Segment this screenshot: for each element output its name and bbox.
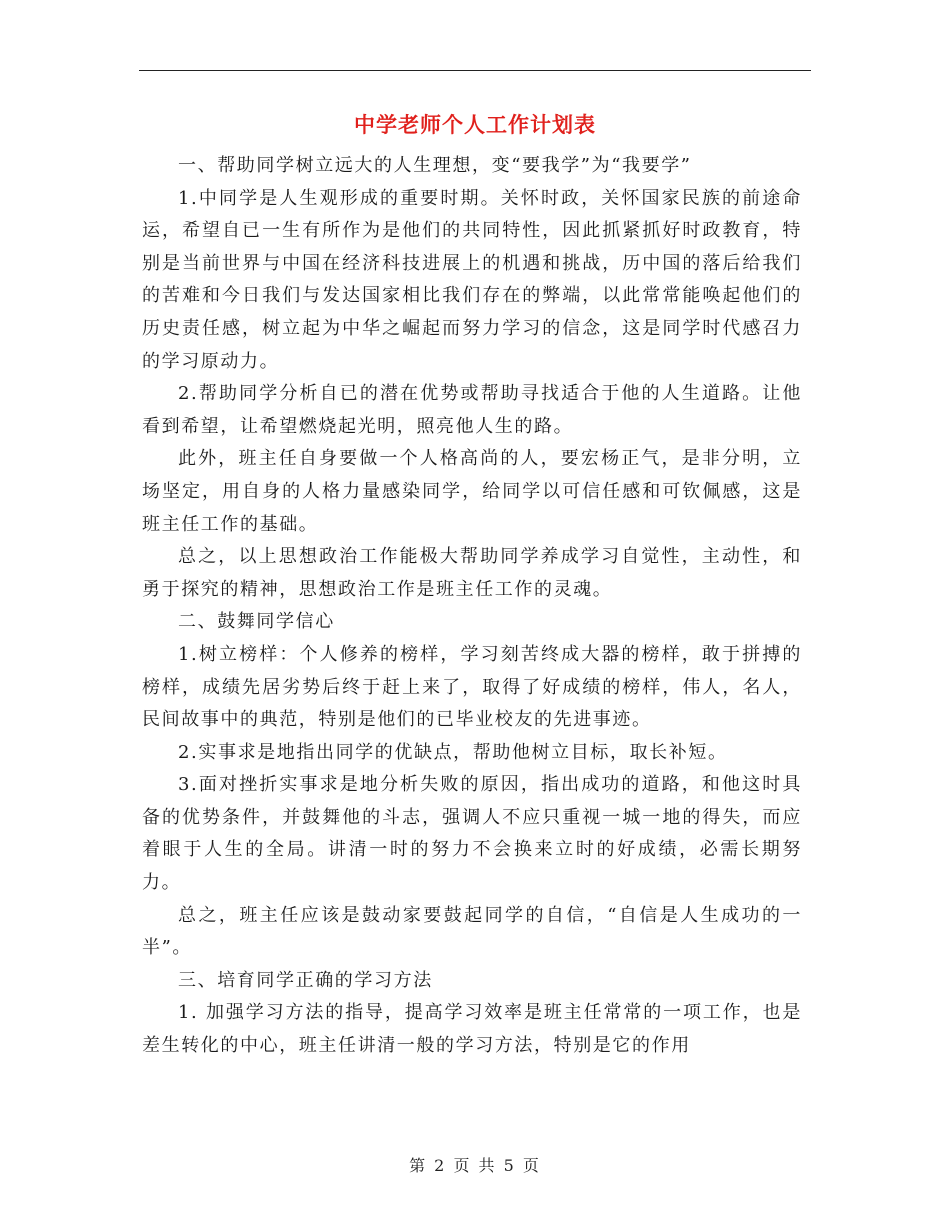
section-heading-2: 二、鼓舞同学信心 xyxy=(178,611,335,633)
paragraph: 1.树立榜样：个人修养的榜样，学习刻苦终成大器的榜样，敢于拼搏的榜样，成绩先居劣势后终于赶上来了，取得了好成绩的榜样，伟人，名人，民间故事中的典范，特别是他们的已毕业校友的先进事迹。 xyxy=(142,643,802,731)
document-body xyxy=(142,150,802,1063)
paragraph: 总之，班主任应该是鼓动家要鼓起同学的自信，“自信是人生成功的一半”。 xyxy=(142,904,802,959)
paragraph: 2.实事求是地指出同学的优缺点，帮助他树立目标，取长补短。 xyxy=(178,741,728,763)
paragraph: 1. 加强学习方法的指导，提高学习效率是班主任常常的一项工作，也是差生转化的中心，班主任讲清一般的学习方法，特别是它的作用 xyxy=(142,1002,802,1057)
section-heading-1: 一、帮助同学树立远大的人生理想，变“要我学”为“我要学” xyxy=(178,155,692,176)
page-footer xyxy=(0,1153,950,1176)
page-number: 第 2 页 共 5 页 xyxy=(409,1156,541,1175)
paragraph: 1.中同学是人生观形成的重要时期。关怀时政，关怀国家民族的前途命运，希望自已一生有所作为是他们的共同特性，因此抓紧抓好时政教育，特别是当前世界与中国在经济科技进展上的机遇和挑战，历中国的落后给我们的苦难和今日我们与发达国家相比我们存在的弊端，以此常常能唤起他们的历史责任感，树立起为中华之崛起而努力学习的信念，这是同学时代感召力的学习原动力。 xyxy=(142,187,802,372)
paragraph: 此外，班主任自身要做一个人格高尚的人，要宏杨正气，是非分明，立场坚定，用自身的人格力量感染同学，给同学以可信任感和可钦佩感，这是班主任工作的基础。 xyxy=(142,448,802,535)
document-title: 中学老师个人工作计划表 xyxy=(354,112,596,137)
section-heading-3: 三、培育同学正确的学习方法 xyxy=(178,969,433,991)
paragraph: 3.面对挫折实事求是地分析失败的原因，指出成功的道路，和他这时具备的优势条件，并鼓舞他的斗志，强调人不应只重视一城一地的得失，而应着眼于人生的全局。讲清一时的努力不会换来立时的好成绩，必需长期努力。 xyxy=(142,774,802,894)
paragraph: 2.帮助同学分析自已的潜在优势或帮助寻找适合于他的人生道路。让他看到希望，让希望燃烧起光明，照亮他人生的路。 xyxy=(142,383,802,437)
paragraph: 总之，以上思想政治工作能极大帮助同学养成学习自觉性，主动性，和勇于探究的精神，思想政治工作是班主任工作的灵魂。 xyxy=(142,546,802,600)
header-rule xyxy=(139,70,811,71)
